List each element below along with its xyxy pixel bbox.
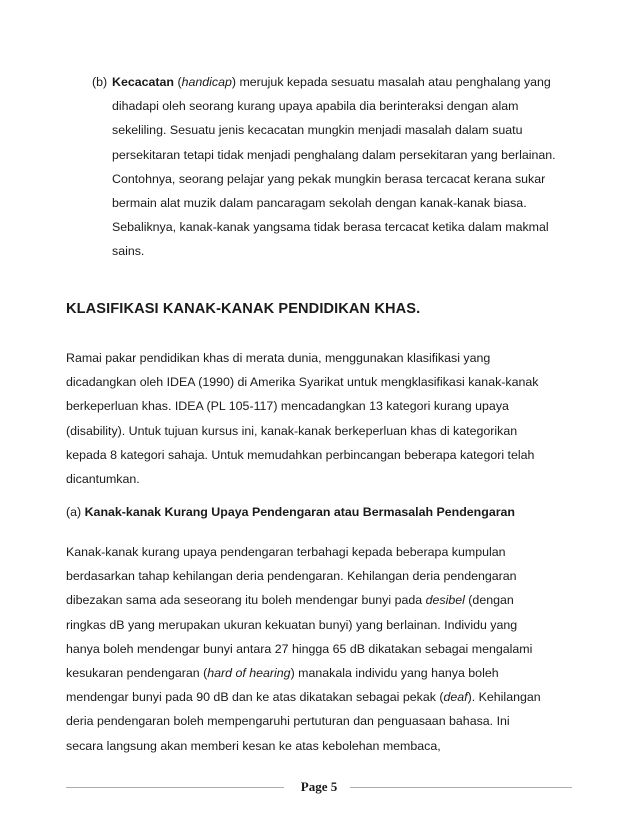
item-b-line: sekeliling. Sesuatu jenis kecacatan mungkin menjadi masalah dalam suatu <box>112 123 523 138</box>
paragraph-line: kepada 8 kategori sahaja. Untuk memudahkan perbincangan beberapa kategori telah <box>66 447 535 462</box>
item-b-line: Contohnya, seorang pelajar yang pekak mungkin berasa tercacat kerana sukar <box>112 171 546 186</box>
item-b-line: persekitaran tetapi tidak menjadi penghalang dalam persekitaran yang berlainan. <box>112 147 556 162</box>
item-b-line: Kecacatan (handicap) merujuk kepada sesuatu masalah atau penghalang yang <box>112 75 551 89</box>
page-footer <box>66 776 572 800</box>
subsection-marker: (a) <box>66 505 82 519</box>
paragraph-line: berdasarkan tahap kehilangan deria pendengaran. Kehilangan deria pendengaran <box>66 569 517 584</box>
paragraph-hearing <box>66 540 550 758</box>
subsection-title: Kanak-kanak Kurang Upaya Pendengaran atau Bermasalah Pendengaran <box>84 505 515 519</box>
text-run: ). Kehilangan <box>467 690 541 705</box>
paragraph-line: deria pendengaran boleh mempengaruhi pertuturan dan penguasaan bahasa. Ini <box>66 714 510 729</box>
item-b-line: dihadapi oleh seorang kurang upaya apabila dia berinteraksi dengan alam <box>112 99 519 114</box>
item-marker: (b) <box>92 75 108 89</box>
item-b-body <box>112 70 572 264</box>
paragraph-line <box>66 661 550 685</box>
item-b-line-text: merujuk kepada sesuatu masalah atau penghalang yang <box>239 75 551 89</box>
item-b-term: Kecacatan <box>112 75 174 89</box>
text-run: dibezakan sama ada seseorang itu boleh mendengar bunyi pada <box>66 593 426 608</box>
italic-term: desibel <box>425 593 465 608</box>
section-heading: KLASIFIKASI KANAK-KANAK PENDIDIKAN KHAS. <box>66 301 421 317</box>
paragraph-line: berkeperluan khas. IDEA (PL 105-117) mencadangkan 13 kategori kurang upaya <box>66 399 509 414</box>
text-run: ) manakala individu yang hanya boleh <box>290 666 499 681</box>
paragraph-line <box>66 588 550 612</box>
paragraph-line: dicadangkan oleh IDEA (1990) di Amerika Syarikat untuk mengklasifikasi kanak-kanak <box>66 375 539 390</box>
paragraph-line: Kanak-kanak kurang upaya pendengaran terbahagi kepada beberapa kumpulan <box>66 545 506 559</box>
footer-rule-right <box>350 787 572 788</box>
item-b-term-en: handicap <box>181 75 232 89</box>
paragraph-classification <box>66 346 550 491</box>
definition-item-b <box>92 70 572 264</box>
paragraph-line: secara langsung akan memberi kesan ke atas kebolehan membaca, <box>66 738 441 753</box>
paragraph-line: Ramai pakar pendidikan khas di merata dunia, menggunakan klasifikasi yang <box>66 351 491 365</box>
item-b-line: sains. <box>112 244 145 259</box>
subsection-heading <box>66 505 515 519</box>
paragraph-line: (disability). Untuk tujuan kursus ini, kanak-kanak berkeperluan khas di kategorikan <box>66 423 518 438</box>
paragraph-line: ringkas dB yang merupakan ukuran kekuatan bunyi) yang berlainan. Individu yang <box>66 617 518 632</box>
paragraph-line: hanya boleh mendengar bunyi antara 27 hingga 65 dB dikatakan sebagai mengalami <box>66 641 533 656</box>
text-run: mendengar bunyi pada 90 dB dan ke atas dikatakan sebagai pekak ( <box>66 690 444 705</box>
italic-term: hard of hearing <box>207 666 291 681</box>
text-run: kesukaran pendengaran ( <box>66 666 208 681</box>
text-run: (dengan <box>464 593 514 608</box>
item-b-line: Sebaliknya, kanak-kanak yangsama tidak berasa tercacat ketika dalam makmal <box>112 220 549 235</box>
paragraph-line <box>66 685 550 709</box>
page-number: Page 5 <box>300 779 338 794</box>
paragraph-line: dicantumkan. <box>66 472 140 487</box>
item-b-line: bermain alat muzik dalam pancaragam sekolah dengan kanak-kanak biasa. <box>112 196 527 211</box>
italic-term: deaf <box>443 690 468 705</box>
